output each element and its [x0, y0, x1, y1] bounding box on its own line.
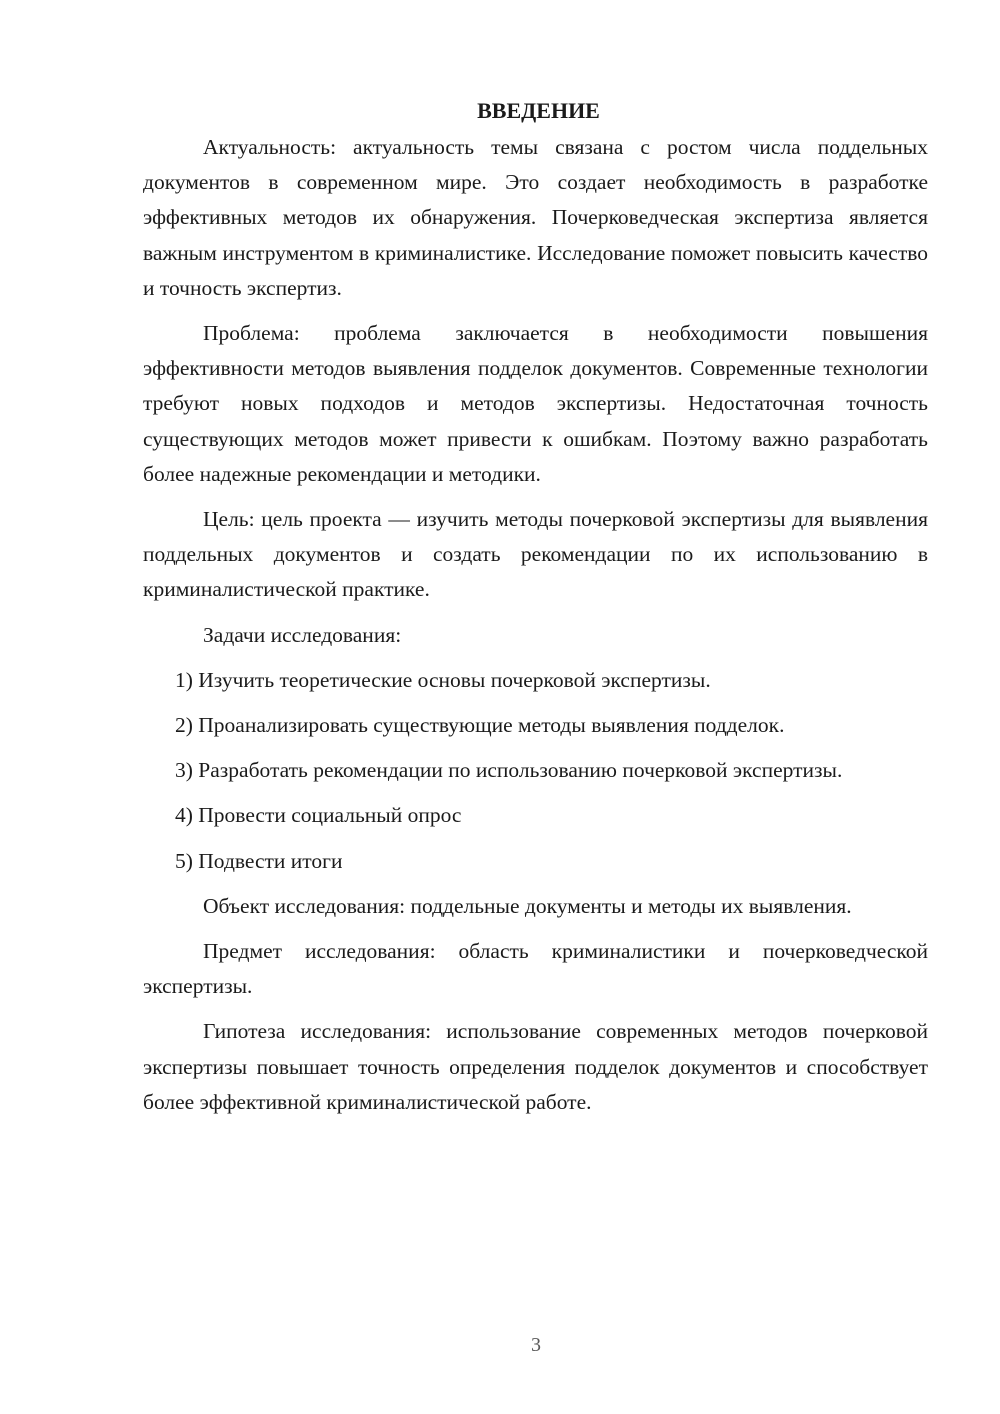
problem-paragraph: Проблема: проблема заключается в необходимости повышения эффективности методов выявления подделок документов. Современные технологии требуют новых подходов и методов экспертизы. Недостаточная точность существующих методов может привести к ошибкам. Поэтому важно разработать более надежные рекомендации и методики.: [143, 321, 928, 486]
object-paragraph: Объект исследования: поддельные документы и методы их выявления.: [203, 893, 852, 918]
task-item-1: 1) Изучить теоретические основы почерковой экспертизы.: [175, 667, 711, 692]
relevance-paragraph: Актуальность: актуальность темы связана с ростом числа поддельных документов в современном мире. Это создает необходимость в разработке эффективных методов их обнаружения. Почерковедческая экспертиза является важным инструментом в криминалистике. Исследование поможет повысить качество и точность экспертиз.: [143, 135, 928, 300]
subject-paragraph: Предмет исследования: область криминалистики и почерковедческой экспертизы.: [143, 939, 928, 999]
page-number: 3: [531, 1334, 541, 1356]
page-title: ВВЕДЕНИЕ: [477, 98, 600, 123]
goal-paragraph: Цель: цель проекта — изучить методы почерковой экспертизы для выявления поддельных документов и создать рекомендации по их использованию в криминалистической практике.: [143, 507, 928, 602]
task-item-4: 4) Провести социальный опрос: [175, 803, 462, 828]
tasks-heading: Задачи исследования:: [203, 622, 402, 647]
task-item-5: 5) Подвести итоги: [175, 848, 343, 873]
task-item-3: 3) Разработать рекомендации по использованию почерковой экспертизы.: [175, 758, 843, 783]
task-item-2: 2) Проанализировать существующие методы выявления подделок.: [175, 713, 785, 738]
hypothesis-paragraph: Гипотеза исследования: использование современных методов почерковой экспертизы повышает точность определения подделок документов и способствует более эффективной криминалистической работе.: [143, 1019, 928, 1114]
document-page: [143, 96, 928, 1130]
